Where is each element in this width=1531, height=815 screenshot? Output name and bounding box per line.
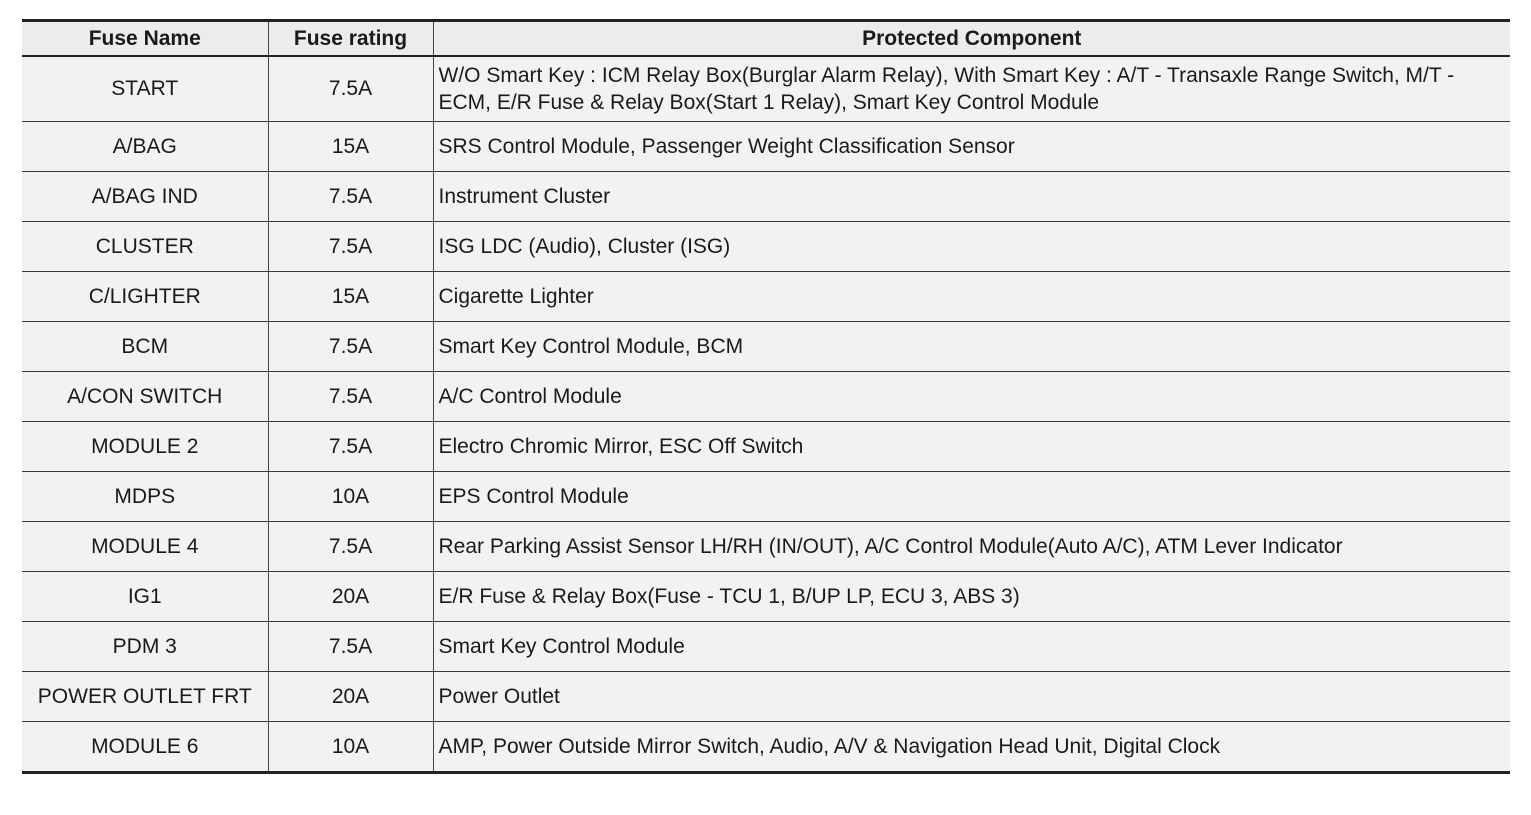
protected-component-cell: E/R Fuse & Relay Box(Fuse - TCU 1, B/UP LP, ECU 3, ABS 3) — [433, 572, 1510, 622]
fuse-rating-cell: 7.5A — [268, 172, 433, 222]
table-row — [22, 422, 1510, 472]
fuse-name-cell: C/LIGHTER — [22, 272, 268, 322]
fuse-rating-cell: 15A — [268, 272, 433, 322]
fuse-name-cell: A/BAG IND — [22, 172, 268, 222]
fuse-rating-cell: 20A — [268, 572, 433, 622]
fuse-rating-cell: 7.5A — [268, 56, 433, 122]
table-row — [22, 522, 1510, 572]
fuse-rating-cell: 7.5A — [268, 372, 433, 422]
fuse-table — [22, 19, 1510, 774]
table-row — [22, 372, 1510, 422]
fuse-rating-cell: 7.5A — [268, 522, 433, 572]
fuse-rating-cell: 7.5A — [268, 322, 433, 372]
table-row — [22, 322, 1510, 372]
protected-component-cell: Power Outlet — [433, 672, 1510, 722]
table-row — [22, 472, 1510, 522]
table-row — [22, 622, 1510, 672]
protected-component-cell: SRS Control Module, Passenger Weight Classification Sensor — [433, 122, 1510, 172]
table-row — [22, 672, 1510, 722]
table-row — [22, 572, 1510, 622]
protected-component-cell: Instrument Cluster — [433, 172, 1510, 222]
header-fuse-name: Fuse Name — [22, 21, 268, 57]
table-row — [22, 122, 1510, 172]
fuse-name-cell: A/CON SWITCH — [22, 372, 268, 422]
fuse-name-cell: IG1 — [22, 572, 268, 622]
fuse-rating-cell: 20A — [268, 672, 433, 722]
fuse-name-cell: PDM 3 — [22, 622, 268, 672]
protected-component-cell: A/C Control Module — [433, 372, 1510, 422]
fuse-rating-cell: 7.5A — [268, 422, 433, 472]
fuse-name-cell: MODULE 6 — [22, 722, 268, 773]
table-row — [22, 272, 1510, 322]
header-protected-component: Protected Component — [433, 21, 1510, 57]
fuse-name-cell: MODULE 2 — [22, 422, 268, 472]
protected-component-cell: EPS Control Module — [433, 472, 1510, 522]
fuse-rating-cell: 10A — [268, 472, 433, 522]
protected-component-cell: Cigarette Lighter — [433, 272, 1510, 322]
fuse-name-cell: MDPS — [22, 472, 268, 522]
fuse-name-cell: A/BAG — [22, 122, 268, 172]
protected-component-cell: ISG LDC (Audio), Cluster (ISG) — [433, 222, 1510, 272]
fuse-name-cell: CLUSTER — [22, 222, 268, 272]
protected-component-cell: Smart Key Control Module — [433, 622, 1510, 672]
table-row — [22, 222, 1510, 272]
fuse-name-cell: START — [22, 56, 268, 122]
protected-component-cell: Smart Key Control Module, BCM — [433, 322, 1510, 372]
table-row — [22, 172, 1510, 222]
fuse-rating-cell: 7.5A — [268, 222, 433, 272]
table-row — [22, 56, 1510, 122]
header-row — [22, 21, 1510, 57]
header-fuse-rating: Fuse rating — [268, 21, 433, 57]
protected-component-cell: Electro Chromic Mirror, ESC Off Switch — [433, 422, 1510, 472]
fuse-rating-cell: 10A — [268, 722, 433, 773]
protected-component-cell: Rear Parking Assist Sensor LH/RH (IN/OUT), A/C Control Module(Auto A/C), ATM Lever Indicator — [433, 522, 1510, 572]
table-row — [22, 722, 1510, 773]
table-body — [22, 56, 1510, 773]
fuse-name-cell: BCM — [22, 322, 268, 372]
fuse-rating-cell: 15A — [268, 122, 433, 172]
fuse-rating-cell: 7.5A — [268, 622, 433, 672]
protected-component-cell: W/O Smart Key : ICM Relay Box(Burglar Alarm Relay), With Smart Key : A/T - Transaxle Range Switch, M/T - ECM, E/R Fuse & Relay Box(Start 1 Relay), Smart Key Control Module — [433, 56, 1510, 122]
fuse-name-cell: MODULE 4 — [22, 522, 268, 572]
protected-component-cell: AMP, Power Outside Mirror Switch, Audio, A/V & Navigation Head Unit, Digital Clock — [433, 722, 1510, 773]
fuse-name-cell: POWER OUTLET FRT — [22, 672, 268, 722]
table-header — [22, 21, 1510, 57]
